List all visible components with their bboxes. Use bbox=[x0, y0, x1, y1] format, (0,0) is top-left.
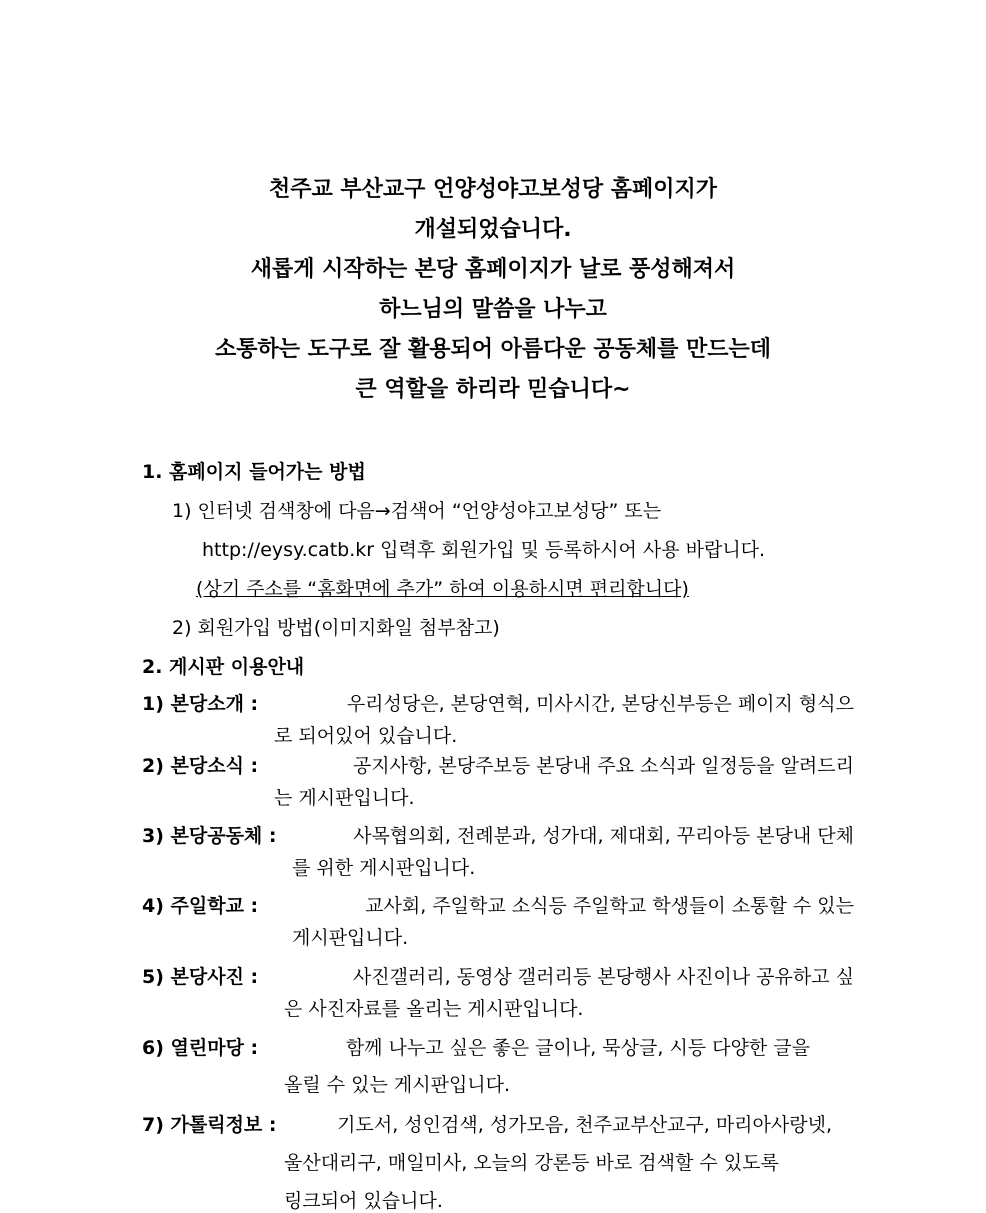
board-description-cont: 올릴 수 있는 게시판입니다. bbox=[284, 1074, 511, 1096]
board-description: 함께 나누고 싶은 좋은 글이나, 묵상글, 시등 다양한 글을 bbox=[345, 1037, 810, 1059]
board-description: 사목협의회, 전례분과, 성가대, 제대회, 꾸리아등 본당내 단체 bbox=[353, 825, 854, 847]
intro-line: 천주교 부산교구 언양성야고보성당 홈페이지가 bbox=[268, 177, 718, 202]
homepage-url-text: http://eysy.catb.kr 입력후 회원가입 및 등록하시어 사용 바랍니다. bbox=[202, 539, 766, 561]
intro-line: 하느님의 말씀을 나누고 bbox=[379, 297, 607, 322]
board-description: 기도서, 성인검색, 성가모음, 천주교부산교구, 마리아사랑넷, bbox=[337, 1114, 832, 1136]
home-screen-note: (상기 주소를 “홈화면에 추가” 하여 이용하시면 편리합니다) bbox=[196, 578, 689, 600]
intro-message bbox=[0, 170, 986, 410]
board-label: 6) 열린마당 : bbox=[142, 1037, 259, 1059]
board-description-cont: 게시판입니다. bbox=[292, 927, 409, 949]
section-1-title: 1. 홈페이지 들어가는 방법 bbox=[142, 461, 366, 483]
intro-line: 큰 역할을 하리라 믿습니다~ bbox=[355, 377, 631, 402]
board-label: 7) 가톨릭정보 : bbox=[142, 1114, 277, 1136]
board-description: 공지사항, 본당주보등 본당내 주요 소식과 일정등을 알려드리 bbox=[352, 755, 854, 777]
board-label: 3) 본당공동체 : bbox=[142, 825, 277, 847]
board-description: 사진갤러리, 동영상 갤러리등 본당행사 사진이나 공유하고 싶 bbox=[352, 966, 854, 988]
section-2-title: 2. 게시판 이용안내 bbox=[142, 656, 305, 678]
board-description-cont: 울산대리구, 매일미사, 오늘의 강론등 바로 검색할 수 있도록 bbox=[284, 1152, 779, 1174]
board-description-cont: 로 되어있어 있습니다. bbox=[274, 725, 458, 747]
board-description-cont: 를 위한 게시판입니다. bbox=[292, 857, 476, 879]
intro-line: 소통하는 도구로 잘 활용되어 아름다운 공동체를 만드는데 bbox=[214, 337, 771, 362]
board-label: 4) 주일학교 : bbox=[142, 895, 259, 917]
board-description-cont: 링크되어 있습니다. bbox=[284, 1190, 443, 1212]
board-description: 우리성당은, 본당연혁, 미사시간, 본당신부등은 페이지 형식으 bbox=[346, 693, 854, 715]
intro-line: 새롭게 시작하는 본당 홈페이지가 날로 풍성해져서 bbox=[250, 257, 736, 282]
board-description-cont: 는 게시판입니다. bbox=[274, 787, 415, 809]
board-label: 1) 본당소개 : bbox=[142, 693, 259, 715]
section-1-item-1: 1) 인터넷 검색창에 다음→검색어 “언양성야고보성당” 또는 bbox=[172, 500, 662, 522]
board-label: 5) 본당사진 : bbox=[142, 966, 259, 988]
intro-line: 개설되었습니다. bbox=[414, 217, 572, 242]
board-description-cont: 은 사진자료를 올리는 게시판입니다. bbox=[284, 998, 584, 1020]
board-label: 2) 본당소식 : bbox=[142, 755, 259, 777]
section-1-item-2: 2) 회원가입 방법(이미지화일 첨부참고) bbox=[172, 617, 500, 639]
board-description: 교사회, 주일학교 소식등 주일학교 학생들이 소통할 수 있는 bbox=[365, 895, 854, 917]
